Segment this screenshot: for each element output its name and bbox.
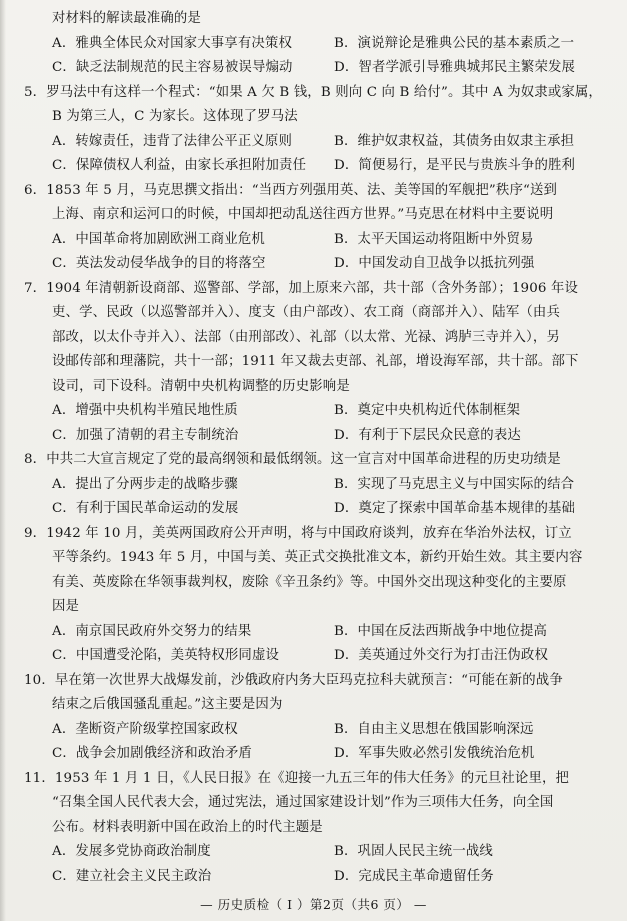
question-stem-line: 11．1953 年 1 月 1 日，《人民日报》在《迎接一九五三年的伟大任务》的元旦社论里，把 bbox=[24, 770, 570, 786]
option-row bbox=[24, 56, 613, 81]
option-d: D．军事失败必然引发俄统治危机 bbox=[334, 746, 535, 761]
question-stem-line: 设司，司下设科。清朝中央机构调整的历史影响是 bbox=[52, 378, 350, 394]
question-stem-line: 上海、南京和运河口的时候，中国却把动乱送往西方世界。”马克思在材料中主要说明 bbox=[52, 207, 554, 222]
option-b: B．巩固人民民主统一战线 bbox=[334, 844, 493, 859]
option-row bbox=[24, 399, 613, 424]
question-stem-line: 有美、英废除在华领事裁判权，废除《辛丑条约》等。中国外交出现这种变化的主要原 bbox=[52, 574, 567, 590]
question-stem-line: 10．早在第一次世界大战爆发前，沙俄政府内务大臣玛克拉科夫就预言：“可能在新的战争 bbox=[24, 672, 563, 688]
option-a: A．发展多党协商政治制度 bbox=[52, 844, 211, 859]
option-d: D．智者学派引导雅典城邦民主繁荣发展 bbox=[334, 60, 576, 75]
option-b: B．实现了马克思主义与中国实际的结合 bbox=[334, 476, 575, 492]
option-a: A．转嫁责任，违背了法律公平正义原则 bbox=[52, 133, 293, 149]
option-a: A．中国革命将加剧欧洲工商业危机 bbox=[52, 231, 265, 247]
option-d: D．简便易行，是平民与贵族斗争的胜利 bbox=[334, 158, 576, 173]
question-stem-line: 结束之后俄国骚乱重起。”这主要是因为 bbox=[52, 697, 283, 712]
option-row bbox=[24, 840, 613, 865]
option-a: A．雅典全体民众对国家大事享有决策权 bbox=[52, 35, 293, 51]
option-row bbox=[24, 473, 613, 498]
option-c: C．加强了清朝的君主专制统治 bbox=[52, 427, 239, 443]
question-stem-line: 因是 bbox=[52, 599, 80, 614]
option-row bbox=[24, 252, 613, 277]
question-stem-line: “召集全国人民代表大会，通过宪法，通过国家建设计划”作为三项伟大任务，向全国 bbox=[52, 795, 554, 810]
question-stem-line: 5．罗马法中有这样一个程式：“如果 A 欠 B 钱，B 则向 C 向 B 给付”。其中 A 为奴隶或家属， bbox=[24, 84, 602, 100]
option-a: A．提出了分两步走的战略步骤 bbox=[52, 476, 238, 492]
option-row bbox=[24, 154, 613, 179]
option-d: D．奠定了探索中国革命基本规律的基础 bbox=[334, 501, 576, 516]
option-row bbox=[24, 865, 613, 890]
option-b: B．中国在反法西斯战争中地位提高 bbox=[334, 623, 548, 639]
option-c: C．缺乏法制规范的民主容易被误导煽动 bbox=[52, 60, 293, 75]
option-row bbox=[24, 228, 613, 253]
option-row bbox=[24, 742, 613, 767]
option-c: C．英法发动侵华战争的目的将落空 bbox=[52, 256, 266, 271]
question-9 bbox=[24, 522, 613, 669]
question-11 bbox=[24, 767, 613, 890]
question-stem-line: 公布。材料表明新中国在政治上的时代主题是 bbox=[52, 819, 323, 835]
option-b: B．太平天国运动将阻断中外贸易 bbox=[334, 231, 534, 247]
question-stem-line: 9．1942 年 10 月，美英两国政府公开声明，将与中国政府谈判，放弃在华治外法权，订立 bbox=[24, 525, 572, 541]
question-8 bbox=[24, 448, 613, 522]
option-d: D．完成民主革命遗留任务 bbox=[334, 868, 494, 884]
option-d: D．有利于下层民众民意的表达 bbox=[334, 427, 521, 443]
question-stem-line: 8．中共二大宣言规定了党的最高纲领和最低纲领。这一宣言对中国革命进程的历史功绩是 bbox=[24, 452, 561, 467]
option-c: C．保障债权人利益，由家长承担附加责任 bbox=[52, 158, 307, 173]
question-stem-line: 设邮传部和理藩院，共十一部；1911 年又裁去吏部、礼部，增设海军部，共十部。部下 bbox=[52, 354, 579, 369]
option-row bbox=[24, 718, 613, 743]
question-6 bbox=[24, 179, 613, 277]
page-footer: — 历史质检（ I ）第2页（共6 页） — bbox=[200, 897, 427, 912]
question-stem-line: 吏、学、民政（以巡警部并入）、度支（由户部改）、农工商（商部并入）、陆军（由兵 bbox=[52, 305, 560, 320]
question-10 bbox=[24, 669, 613, 767]
option-c: C．战争会加剧俄经济和政治矛盾 bbox=[52, 746, 252, 761]
option-row bbox=[24, 130, 613, 155]
question-stem-line: 平等条约。1943 年 5 月，中国与美、英正式交换批准文本，新约开始生效。其主要内容 bbox=[52, 550, 583, 565]
question-stem-line: 6．1853 年 5 月，马克思撰文指出：“当西方列强用英、法、美等国的军舰把”秩序“送到 bbox=[24, 182, 558, 198]
option-row bbox=[24, 620, 613, 645]
option-b: B．自由主义思想在俄国影响深远 bbox=[334, 721, 534, 737]
option-row bbox=[24, 644, 613, 669]
option-b: B．奠定中央机构近代体制框架 bbox=[334, 403, 521, 418]
option-row bbox=[24, 497, 613, 522]
question-stem-line: 部改，以太仆寺并入）、法部（由刑部改）、礼部（以太常、光禄、鸿胪三寺并入），另 bbox=[52, 329, 560, 345]
question-7 bbox=[24, 277, 613, 449]
question-stem-line: B 为第三人，C 为家长。这体现了罗马法 bbox=[52, 109, 298, 124]
option-row bbox=[24, 424, 613, 449]
option-row bbox=[24, 32, 613, 57]
option-b: B．维护奴隶权益，其债务由奴隶主承担 bbox=[334, 133, 575, 149]
option-d: D．美英通过外交行为打击汪伪政权 bbox=[334, 648, 548, 663]
option-c: C．有利于国民革命运动的发展 bbox=[52, 501, 239, 516]
question-4 bbox=[24, 7, 613, 81]
option-a: A．南京国民政府外交努力的结果 bbox=[52, 623, 252, 639]
question-stem-line: 7．1904 年清朝新设商部、巡警部、学部，加上原来六部，共十部（含外务部）；1906 年设 bbox=[24, 280, 579, 296]
option-c: C．中国遭受沦陷，美英特权形同虚设 bbox=[52, 648, 280, 663]
question-5 bbox=[24, 81, 613, 179]
option-b: B．演说辩论是雅典公民的基本素质之一 bbox=[334, 35, 575, 51]
question-stem-line: 对材料的解读最准确的是 bbox=[52, 11, 201, 26]
option-a: A．垄断资产阶级掌控国家政权 bbox=[52, 721, 238, 737]
option-d: D．中国发动自卫战争以抵抗列强 bbox=[334, 256, 535, 271]
option-a: A．增强中央机构半殖民地性质 bbox=[52, 403, 238, 418]
option-c: C．建立社会主义民主政治 bbox=[52, 868, 212, 884]
